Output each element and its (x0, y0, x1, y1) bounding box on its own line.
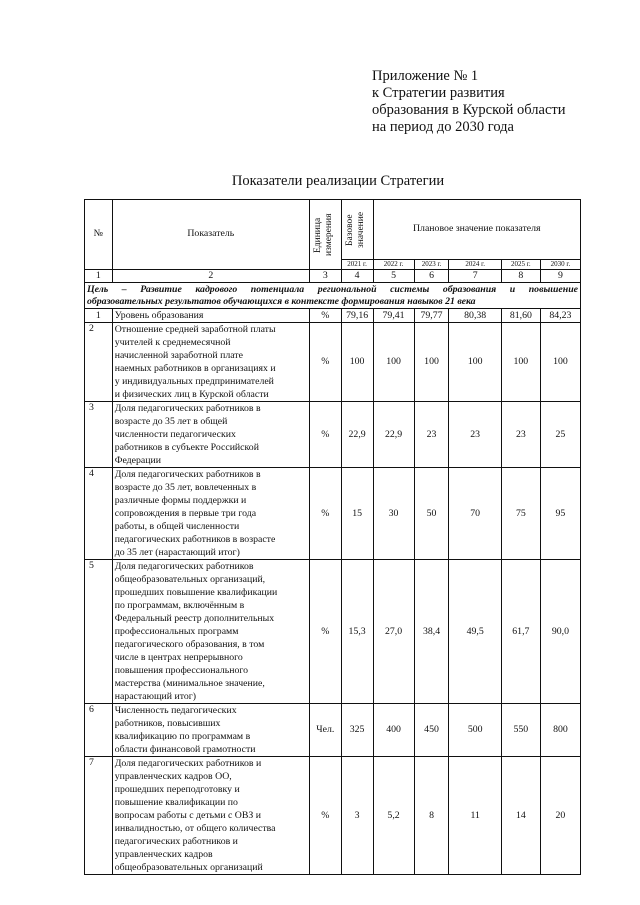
planned-value-cell: 75 (501, 468, 540, 560)
indicator-line: вопросам работы с детьми с ОВЗ и (114, 810, 262, 822)
appendix-line: на период до 2030 года (372, 119, 514, 135)
row-number: 2 (85, 323, 113, 402)
goal-line: Цель – Развитие кадрового потенциала региональной системы образования и повышение (87, 283, 578, 295)
header-year: 2030 г. (540, 260, 580, 270)
column-number: 6 (414, 270, 449, 283)
base-value-cell: 15 (341, 468, 373, 560)
table-row (85, 323, 581, 402)
base-value-cell: 22,9 (341, 402, 373, 468)
row-number: 4 (85, 468, 113, 560)
indicator-cell (112, 323, 309, 402)
unit-cell: % (309, 468, 341, 560)
table-row (85, 704, 581, 757)
unit-cell: % (309, 560, 341, 704)
planned-value-cell: 20 (540, 757, 580, 875)
indicator-line: и физических лиц в Курской области (114, 389, 269, 401)
indicator-line: повышение квалификации по (114, 797, 238, 809)
indicator-line: Численность педагогических (114, 705, 237, 717)
planned-value-cell: 30 (373, 468, 414, 560)
planned-value-cell: 79,41 (373, 309, 414, 323)
column-number: 7 (449, 270, 501, 283)
column-number: 1 (85, 270, 113, 283)
planned-value-cell: 95 (540, 468, 580, 560)
appendix-caption (372, 68, 566, 136)
indicator-line: мастерства (минимальное значение, (114, 678, 265, 690)
planned-value-cell: 49,5 (449, 560, 501, 704)
indicator-line: различные формы поддержки и (114, 495, 247, 507)
planned-value-cell: 25 (540, 402, 580, 468)
planned-value-cell: 11 (449, 757, 501, 875)
goal-row (85, 283, 581, 309)
header-year: 2024 г. (449, 260, 501, 270)
column-number: 3 (309, 270, 341, 283)
unit-cell: Чел. (309, 704, 341, 757)
table-header (85, 200, 581, 309)
indicator-line: профессиональных программ (114, 626, 239, 638)
header-num: № (85, 200, 113, 270)
indicator-line: наемных работников в организациях и (114, 363, 276, 375)
planned-value-cell: 100 (501, 323, 540, 402)
indicator-line: числе в центрах непрерывного (114, 652, 243, 664)
unit-cell: % (309, 309, 341, 323)
indicator-line: работников, повысивших (114, 718, 221, 730)
indicator-line: Доля педагогических работников в (114, 403, 261, 415)
header-year: 2022 г. (373, 260, 414, 270)
indicator-line: Доля педагогических работников (114, 561, 254, 573)
base-value-cell: 100 (341, 323, 373, 402)
planned-value-cell: 450 (414, 704, 449, 757)
planned-value-cell: 500 (449, 704, 501, 757)
planned-value-cell: 14 (501, 757, 540, 875)
indicator-line: области финансовой грамотности (114, 744, 256, 756)
indicator-cell (112, 757, 309, 875)
column-number: 2 (112, 270, 309, 283)
column-number: 8 (501, 270, 540, 283)
unit-cell: % (309, 323, 341, 402)
planned-value-cell: 23 (449, 402, 501, 468)
planned-value-cell: 79,77 (414, 309, 449, 323)
page-title: Показатели реализации Стратегии (231, 173, 445, 189)
column-number: 4 (341, 270, 373, 283)
indicator-line: прошедших повышение квалификации (114, 587, 278, 599)
indicator-cell (112, 468, 309, 560)
appendix-line: Приложение № 1 (372, 68, 479, 84)
table-row (85, 402, 581, 468)
base-value-cell: 3 (341, 757, 373, 875)
indicator-line: работы, в общей численности (114, 521, 240, 533)
row-number: 6 (85, 704, 113, 757)
base-value-cell: 15,3 (341, 560, 373, 704)
indicator-line: у индивидуальных предпринимателей (114, 376, 274, 388)
indicator-line: по программам, включённым в (114, 600, 245, 612)
indicator-line: повышения профессионального (114, 665, 249, 677)
indicator-line: прошедших переподготовку и (114, 784, 240, 796)
indicator-line: Доля педагогических работников и (114, 758, 262, 770)
planned-value-cell: 22,9 (373, 402, 414, 468)
unit-cell: % (309, 757, 341, 875)
indicator-line: педагогических работников в возрасте (114, 534, 276, 546)
row-number: 5 (85, 560, 113, 704)
row-number: 1 (85, 309, 113, 323)
column-number: 9 (540, 270, 580, 283)
indicator-line: Доля педагогических работников в (114, 469, 261, 481)
column-number: 5 (373, 270, 414, 283)
indicator-line: возрасте до 35 лет в общей (114, 416, 228, 428)
indicator-line: Уровень образования (114, 310, 204, 322)
indicator-line: сопровождения в первые три года (114, 508, 257, 520)
table-body (85, 309, 581, 875)
indicator-line: общеобразовательных организаций, (114, 574, 266, 586)
indicator-line: нарастающий итог) (114, 691, 197, 703)
table-row (85, 757, 581, 875)
planned-value-cell: 38,4 (414, 560, 449, 704)
planned-value-cell: 100 (373, 323, 414, 402)
planned-value-cell: 100 (540, 323, 580, 402)
planned-value-cell: 23 (501, 402, 540, 468)
planned-value-cell: 50 (414, 468, 449, 560)
table-row (85, 560, 581, 704)
indicator-line: квалификацию по программам в (114, 731, 251, 743)
header-year: 2025 г. (501, 260, 540, 270)
indicator-line: управленческих кадров (114, 849, 213, 861)
unit-cell: % (309, 402, 341, 468)
indicator-line: до 35 лет (нарастающий итог) (114, 547, 240, 559)
header-unit (309, 200, 341, 270)
indicators-table (84, 199, 581, 875)
indicator-line: возрасте до 35 лет, вовлеченных в (114, 482, 257, 494)
indicator-cell (112, 309, 309, 323)
planned-value-cell: 84,23 (540, 309, 580, 323)
planned-value-cell: 70 (449, 468, 501, 560)
header-unit-label: Единица измерения (313, 213, 335, 256)
indicator-line: численности педагогических (114, 429, 236, 441)
planned-value-cell: 550 (501, 704, 540, 757)
base-value-cell: 325 (341, 704, 373, 757)
indicator-line: общеобразовательных организаций (114, 862, 263, 874)
planned-value-cell: 23 (414, 402, 449, 468)
indicator-line: Федеральный реестр дополнительных (114, 613, 275, 625)
header-indicator: Показатель (112, 200, 309, 270)
goal-line: образовательных результатов обучающихся в контексте формирования навыков 21 века (87, 295, 476, 307)
table-row (85, 468, 581, 560)
indicator-line: управленческих кадров ОО, (114, 771, 232, 783)
planned-value-cell: 100 (449, 323, 501, 402)
planned-value-cell: 81,60 (501, 309, 540, 323)
row-number: 7 (85, 757, 113, 875)
indicator-line: Федерации (114, 455, 161, 467)
row-number: 3 (85, 402, 113, 468)
indicator-cell (112, 560, 309, 704)
indicator-cell (112, 402, 309, 468)
planned-value-cell: 8 (414, 757, 449, 875)
header-base-year: 2021 г. (341, 260, 373, 270)
planned-value-cell: 90,0 (540, 560, 580, 704)
header-planned: Плановое значение показателя (373, 200, 580, 260)
appendix-line: образования в Курской области (372, 102, 566, 118)
indicator-line: педагогических работников и (114, 836, 238, 848)
planned-value-cell: 5,2 (373, 757, 414, 875)
planned-value-cell: 400 (373, 704, 414, 757)
indicator-line: учителей к среднемесячной (114, 337, 231, 349)
planned-value-cell: 27,0 (373, 560, 414, 704)
indicator-line: работников в субъекте Российской (114, 442, 259, 454)
header-base (341, 200, 373, 260)
base-value-cell: 79,16 (341, 309, 373, 323)
table-row (85, 309, 581, 323)
indicator-line: инвалидностью, от общего количества (114, 823, 276, 835)
header-base-label: Базовое значение (345, 211, 367, 248)
planned-value-cell: 80,38 (449, 309, 501, 323)
indicator-line: Отношение средней заработной платы (114, 324, 276, 336)
planned-value-cell: 61,7 (501, 560, 540, 704)
appendix-line: к Стратегии развития (372, 85, 505, 101)
header-year: 2023 г. (414, 260, 449, 270)
indicator-line: начисленной заработной плате (114, 350, 243, 362)
indicator-cell (112, 704, 309, 757)
indicator-line: педагогического образования, в том (114, 639, 265, 651)
planned-value-cell: 100 (414, 323, 449, 402)
planned-value-cell: 800 (540, 704, 580, 757)
